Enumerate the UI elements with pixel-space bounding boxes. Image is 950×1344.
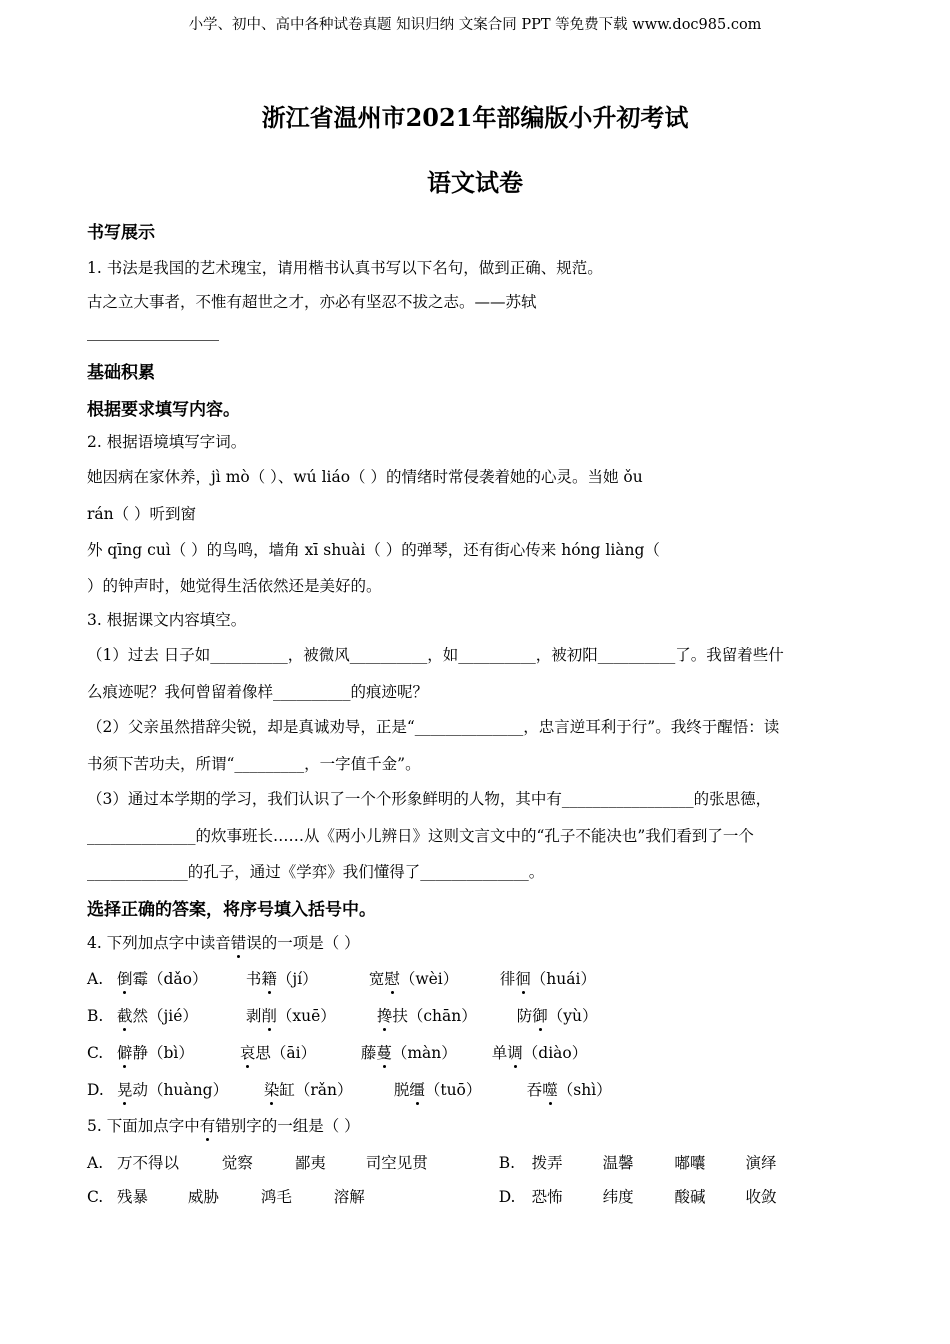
- option-label: B.: [87, 1007, 104, 1025]
- option-text: 宽: [368, 970, 385, 988]
- option-d: [87, 1078, 612, 1100]
- dotted-char: 缰: [409, 1078, 425, 1100]
- question-3-line: 书须下苦功夫，所谓“_________，一字值千金”。: [87, 755, 421, 773]
- option-text: （yù）: [547, 1007, 598, 1025]
- option-text: （huái）: [530, 970, 596, 988]
- stem-text: 误的一项是（ ）: [246, 934, 360, 952]
- question-2-line: rán（ ）听到窗: [87, 505, 197, 523]
- option-word: 司空见贯: [365, 1154, 428, 1172]
- option-text: （xuē）: [276, 1007, 336, 1025]
- section-heading-writing: 书写展示: [87, 223, 155, 243]
- option-word: 温馨: [602, 1154, 634, 1172]
- option-text: 脱: [393, 1081, 410, 1099]
- section-heading-basics: 基础积累: [87, 363, 155, 383]
- question-1-stem: 1. 书法是我国的艺术瑰宝，请用楷书认真书写以下名句，做到正确、规范。: [87, 259, 603, 277]
- option-label: D.: [498, 1188, 516, 1206]
- question-2-stem: 2. 根据语境填写字词。: [87, 433, 247, 451]
- option-word: 酸碱: [674, 1188, 706, 1206]
- option-text: （màn）: [391, 1044, 457, 1062]
- question-3-stem: 3. 根据课文内容填空。: [87, 611, 247, 629]
- dotted-char: 有: [200, 1114, 216, 1136]
- option-label: B.: [498, 1154, 516, 1172]
- question-3-line: _____________的孔子，通过《学弈》我们懂得了______________。: [87, 863, 545, 881]
- dotted-char: 晃: [117, 1078, 133, 1100]
- option-text: 防: [516, 1007, 533, 1025]
- option-word: 纬度: [602, 1188, 634, 1206]
- dotted-char: 调: [507, 1041, 523, 1063]
- dotted-char: 染: [264, 1078, 280, 1100]
- question-1-quote: 古之立大事者，不惟有超世之才，亦必有坚忍不拔之志。——苏轼: [87, 293, 537, 311]
- option-text: 单: [491, 1044, 508, 1062]
- option-word: 收敛: [745, 1188, 777, 1206]
- question-3-line: （3）通过本学期的学习，我们认识了一个个形象鲜明的人物，其中有_________________的张思德，: [87, 790, 772, 808]
- option-label: D.: [87, 1081, 104, 1099]
- option-word: 鸿毛: [260, 1188, 292, 1206]
- option-label: A.: [87, 1154, 104, 1172]
- option-word: 万不得以: [116, 1154, 179, 1172]
- dotted-char: 搀: [377, 1004, 393, 1026]
- dotted-char: 御: [532, 1004, 548, 1026]
- option-a: [87, 1151, 776, 1173]
- option-b: [87, 1004, 598, 1026]
- option-text: 思（āi）: [255, 1044, 317, 1062]
- section-subheading: 根据要求填写内容。: [87, 400, 240, 420]
- option-text: 扶（chān）: [392, 1007, 477, 1025]
- dotted-char: 哀: [240, 1041, 256, 1063]
- option-word: 威胁: [187, 1188, 219, 1206]
- option-c: [87, 1041, 587, 1063]
- stem-text: 5. 下面加点字中: [87, 1117, 200, 1135]
- dotted-char: 籍: [261, 967, 277, 989]
- question-5-stem: [87, 1114, 360, 1136]
- option-text: 剥: [245, 1007, 262, 1025]
- option-text: 缸（rǎn）: [279, 1081, 353, 1099]
- option-word: 残暴: [116, 1188, 148, 1206]
- option-label: C.: [87, 1188, 104, 1206]
- stem-text: 4. 下列加点字中读音: [87, 934, 231, 952]
- section-heading-choice: 选择正确的答案，将序号填入括号中。: [87, 900, 376, 920]
- page-header: 小学、初中、高中各种试卷真题 知识归纳 文案合同 PPT 等免费下载 www.doc985.com: [188, 17, 762, 33]
- option-text: 书: [245, 970, 262, 988]
- dotted-char: 慰: [384, 967, 400, 989]
- option-label: A.: [87, 970, 104, 988]
- stem-text: 错别字的一组是（ ）: [215, 1117, 360, 1135]
- question-2-line: ）的钟声时，她觉得生活依然还是美好的。: [87, 577, 382, 595]
- option-word: 觉察: [221, 1154, 253, 1172]
- question-2-line: 她因病在家休养，jì mò（ ）、wú liáo（ ）的情绪时常侵袭着她的心灵。当她 ǒu: [87, 468, 643, 486]
- option-text: （jí）: [276, 970, 318, 988]
- dotted-char: 截: [117, 1004, 133, 1026]
- exam-subtitle: 语文试卷: [427, 168, 523, 197]
- option-word: 拨弄: [531, 1154, 563, 1172]
- dotted-char: 倒: [117, 967, 133, 989]
- option-text: （shì）: [557, 1081, 612, 1099]
- option-label: C.: [87, 1044, 104, 1062]
- option-text: （tuō）: [424, 1081, 482, 1099]
- exam-title: 浙江省温州市2021年部编版小升初考试: [261, 103, 689, 132]
- question-3-line: （1）过去 日子如__________，被微风__________，如__________，被初阳__________了。我留着些什: [87, 646, 784, 664]
- option-word: 鄙夷: [294, 1154, 326, 1172]
- option-text: 然（jié）: [132, 1007, 198, 1025]
- option-text: 吞: [526, 1081, 543, 1099]
- option-text: 动（huàng）: [132, 1081, 229, 1099]
- option-text: 徘: [499, 970, 516, 988]
- option-text: （diào）: [522, 1044, 588, 1062]
- answer-line[interactable]: [87, 340, 219, 341]
- question-3-line: ______________的炊事班长……从《两小儿辨日》这则文言文中的“孔子不能决也”我们看到了一个: [87, 827, 754, 845]
- option-word: 溶解: [333, 1188, 365, 1206]
- dotted-char: 徊: [515, 967, 531, 989]
- question-2-line: 外 qīng cuì（ ）的鸟鸣，墙角 xī shuài（ ）的弹琴，还有街心传来 hóng liàng（: [87, 541, 660, 559]
- dotted-char: 僻: [117, 1041, 133, 1063]
- dotted-char: 蔓: [376, 1041, 392, 1063]
- dotted-char: 错: [231, 931, 247, 953]
- option-text: 霉（dǎo）: [132, 970, 208, 988]
- option-a: [87, 967, 596, 989]
- option-word: 嘟囔: [674, 1154, 706, 1172]
- dotted-char: 削: [261, 1004, 277, 1026]
- question-3-line: （2）父亲虽然措辞尖锐，却是真诚劝导，正是“______________，忠言逆耳利于行”。我终于醒悟：读: [87, 718, 780, 736]
- option-text: （wèi）: [399, 970, 459, 988]
- question-3-line: 么痕迹呢？我何曾留着像样__________的痕迹呢？: [87, 683, 429, 701]
- option-word: 演绎: [745, 1154, 777, 1172]
- question-4-stem: [87, 931, 360, 953]
- option-text: 静（bì）: [132, 1044, 194, 1062]
- dotted-char: 噬: [542, 1078, 558, 1100]
- option-c: [87, 1185, 776, 1207]
- option-text: 藤: [360, 1044, 377, 1062]
- option-word: 恐怖: [531, 1188, 563, 1206]
